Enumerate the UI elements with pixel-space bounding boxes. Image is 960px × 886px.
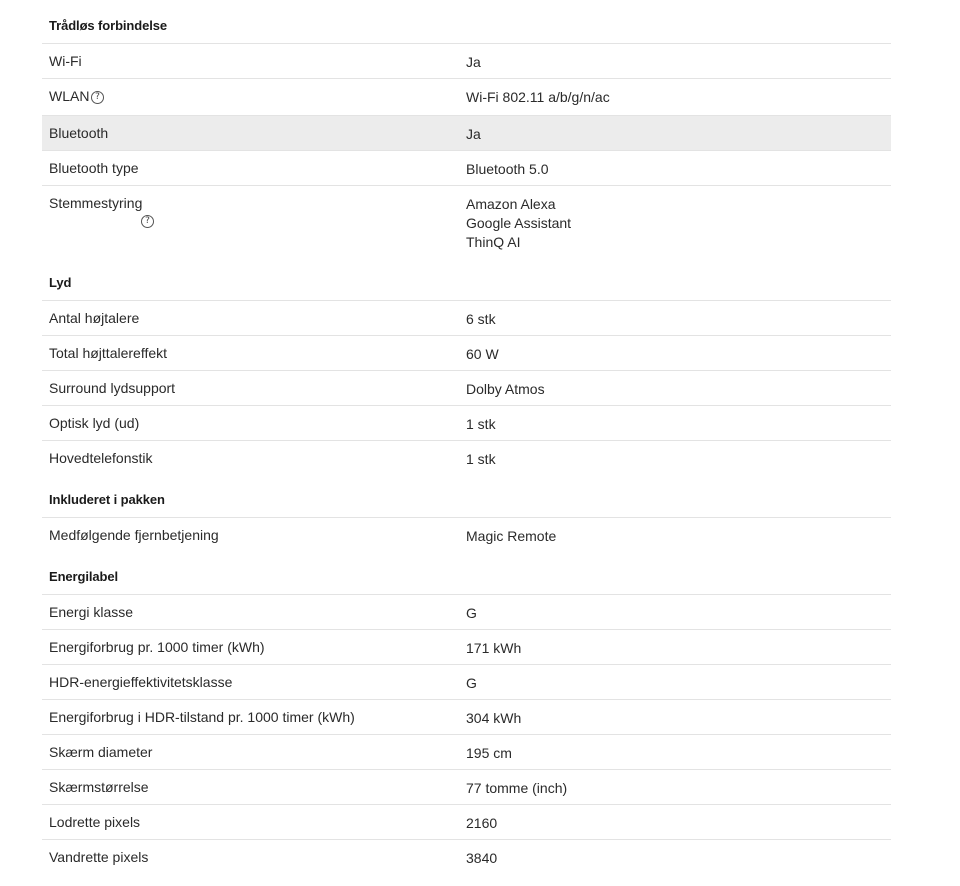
spec-row-speakers [42, 300, 891, 335]
spec-row-voice-control [42, 185, 891, 257]
spec-label: Surround lydsupport [49, 380, 176, 396]
spec-value: 2160 [466, 815, 498, 831]
spec-row-energy-class [42, 594, 891, 629]
spec-label: Energiforbrug i HDR-tilstand pr. 1000 timer (kWh) [49, 709, 355, 725]
spec-label: Hovedtelefonstik [49, 450, 153, 466]
spec-value: Magic Remote [466, 528, 557, 544]
spec-row-speaker-power [42, 335, 891, 370]
spec-label: Stemmestyring [49, 195, 143, 211]
spec-label: Vandrette pixels [49, 849, 149, 865]
spec-value: 1 stk [466, 451, 496, 467]
spec-value: 60 W [466, 346, 499, 362]
section-heading-sound: Lyd [49, 275, 72, 290]
spec-row-vertical-pixels [42, 804, 891, 839]
spec-value: 195 cm [466, 745, 512, 761]
spec-value: 6 stk [466, 311, 496, 327]
spec-row-bluetooth [42, 115, 891, 150]
spec-value: G [466, 605, 477, 621]
section-heading-energy: Energilabel [49, 569, 118, 584]
spec-label: Wi-Fi [49, 53, 82, 69]
spec-value: Dolby Atmos [466, 381, 545, 397]
spec-row-screen-size [42, 769, 891, 804]
spec-row-screen-diameter [42, 734, 891, 769]
spec-label: WLAN [49, 88, 90, 104]
spec-label: Medfølgende fjernbetjening [49, 527, 219, 543]
spec-value: 171 kWh [466, 640, 522, 656]
spec-label: Energi klasse [49, 604, 134, 620]
spec-label: Total højttalereffekt [49, 345, 168, 361]
spec-value: Ja [466, 54, 481, 70]
spec-label: Bluetooth [49, 125, 109, 141]
spec-label: Skærmstørrelse [49, 779, 149, 795]
spec-row-hdr-energy-consumption [42, 699, 891, 734]
spec-label: Skærm diameter [49, 744, 153, 760]
spec-row-remote [42, 517, 891, 552]
spec-row-bluetooth-type [42, 150, 891, 185]
spec-value: ThinQ AI [466, 234, 521, 250]
spec-value: Amazon Alexa [466, 196, 556, 212]
spec-row-headphone-jack [42, 440, 891, 475]
section-heading-wireless: Trådløs forbindelse [49, 18, 168, 33]
spec-value: Ja [466, 126, 481, 142]
spec-row-wifi [42, 43, 891, 78]
question-circle-icon[interactable]: ? [91, 91, 104, 104]
spec-value: Google Assistant [466, 215, 572, 231]
spec-row-surround [42, 370, 891, 405]
spec-label: Optisk lyd (ud) [49, 415, 140, 431]
spec-value: G [466, 675, 477, 691]
spec-value: 3840 [466, 850, 498, 866]
spec-label: HDR-energieffektivitetsklasse [49, 674, 233, 690]
spec-value: 1 stk [466, 416, 496, 432]
spec-value: Wi-Fi 802.11 a/b/g/n/ac [466, 89, 610, 105]
spec-row-wlan [42, 78, 891, 115]
spec-row-horizontal-pixels [42, 839, 891, 874]
spec-label: Lodrette pixels [49, 814, 141, 830]
spec-value-list [466, 195, 571, 252]
spec-label: Energiforbrug pr. 1000 timer (kWh) [49, 639, 265, 655]
spec-label: Antal højtalere [49, 310, 140, 326]
spec-value: 304 kWh [466, 710, 522, 726]
question-circle-icon[interactable]: ? [141, 215, 154, 228]
section-heading-included: Inkluderet i pakken [49, 492, 165, 507]
spec-label: Bluetooth type [49, 160, 139, 176]
spec-row-energy-consumption [42, 629, 891, 664]
spec-row-hdr-energy-class [42, 664, 891, 699]
spec-value: 77 tomme (inch) [466, 780, 568, 796]
spec-row-optical-out [42, 405, 891, 440]
spec-value: Bluetooth 5.0 [466, 161, 549, 177]
